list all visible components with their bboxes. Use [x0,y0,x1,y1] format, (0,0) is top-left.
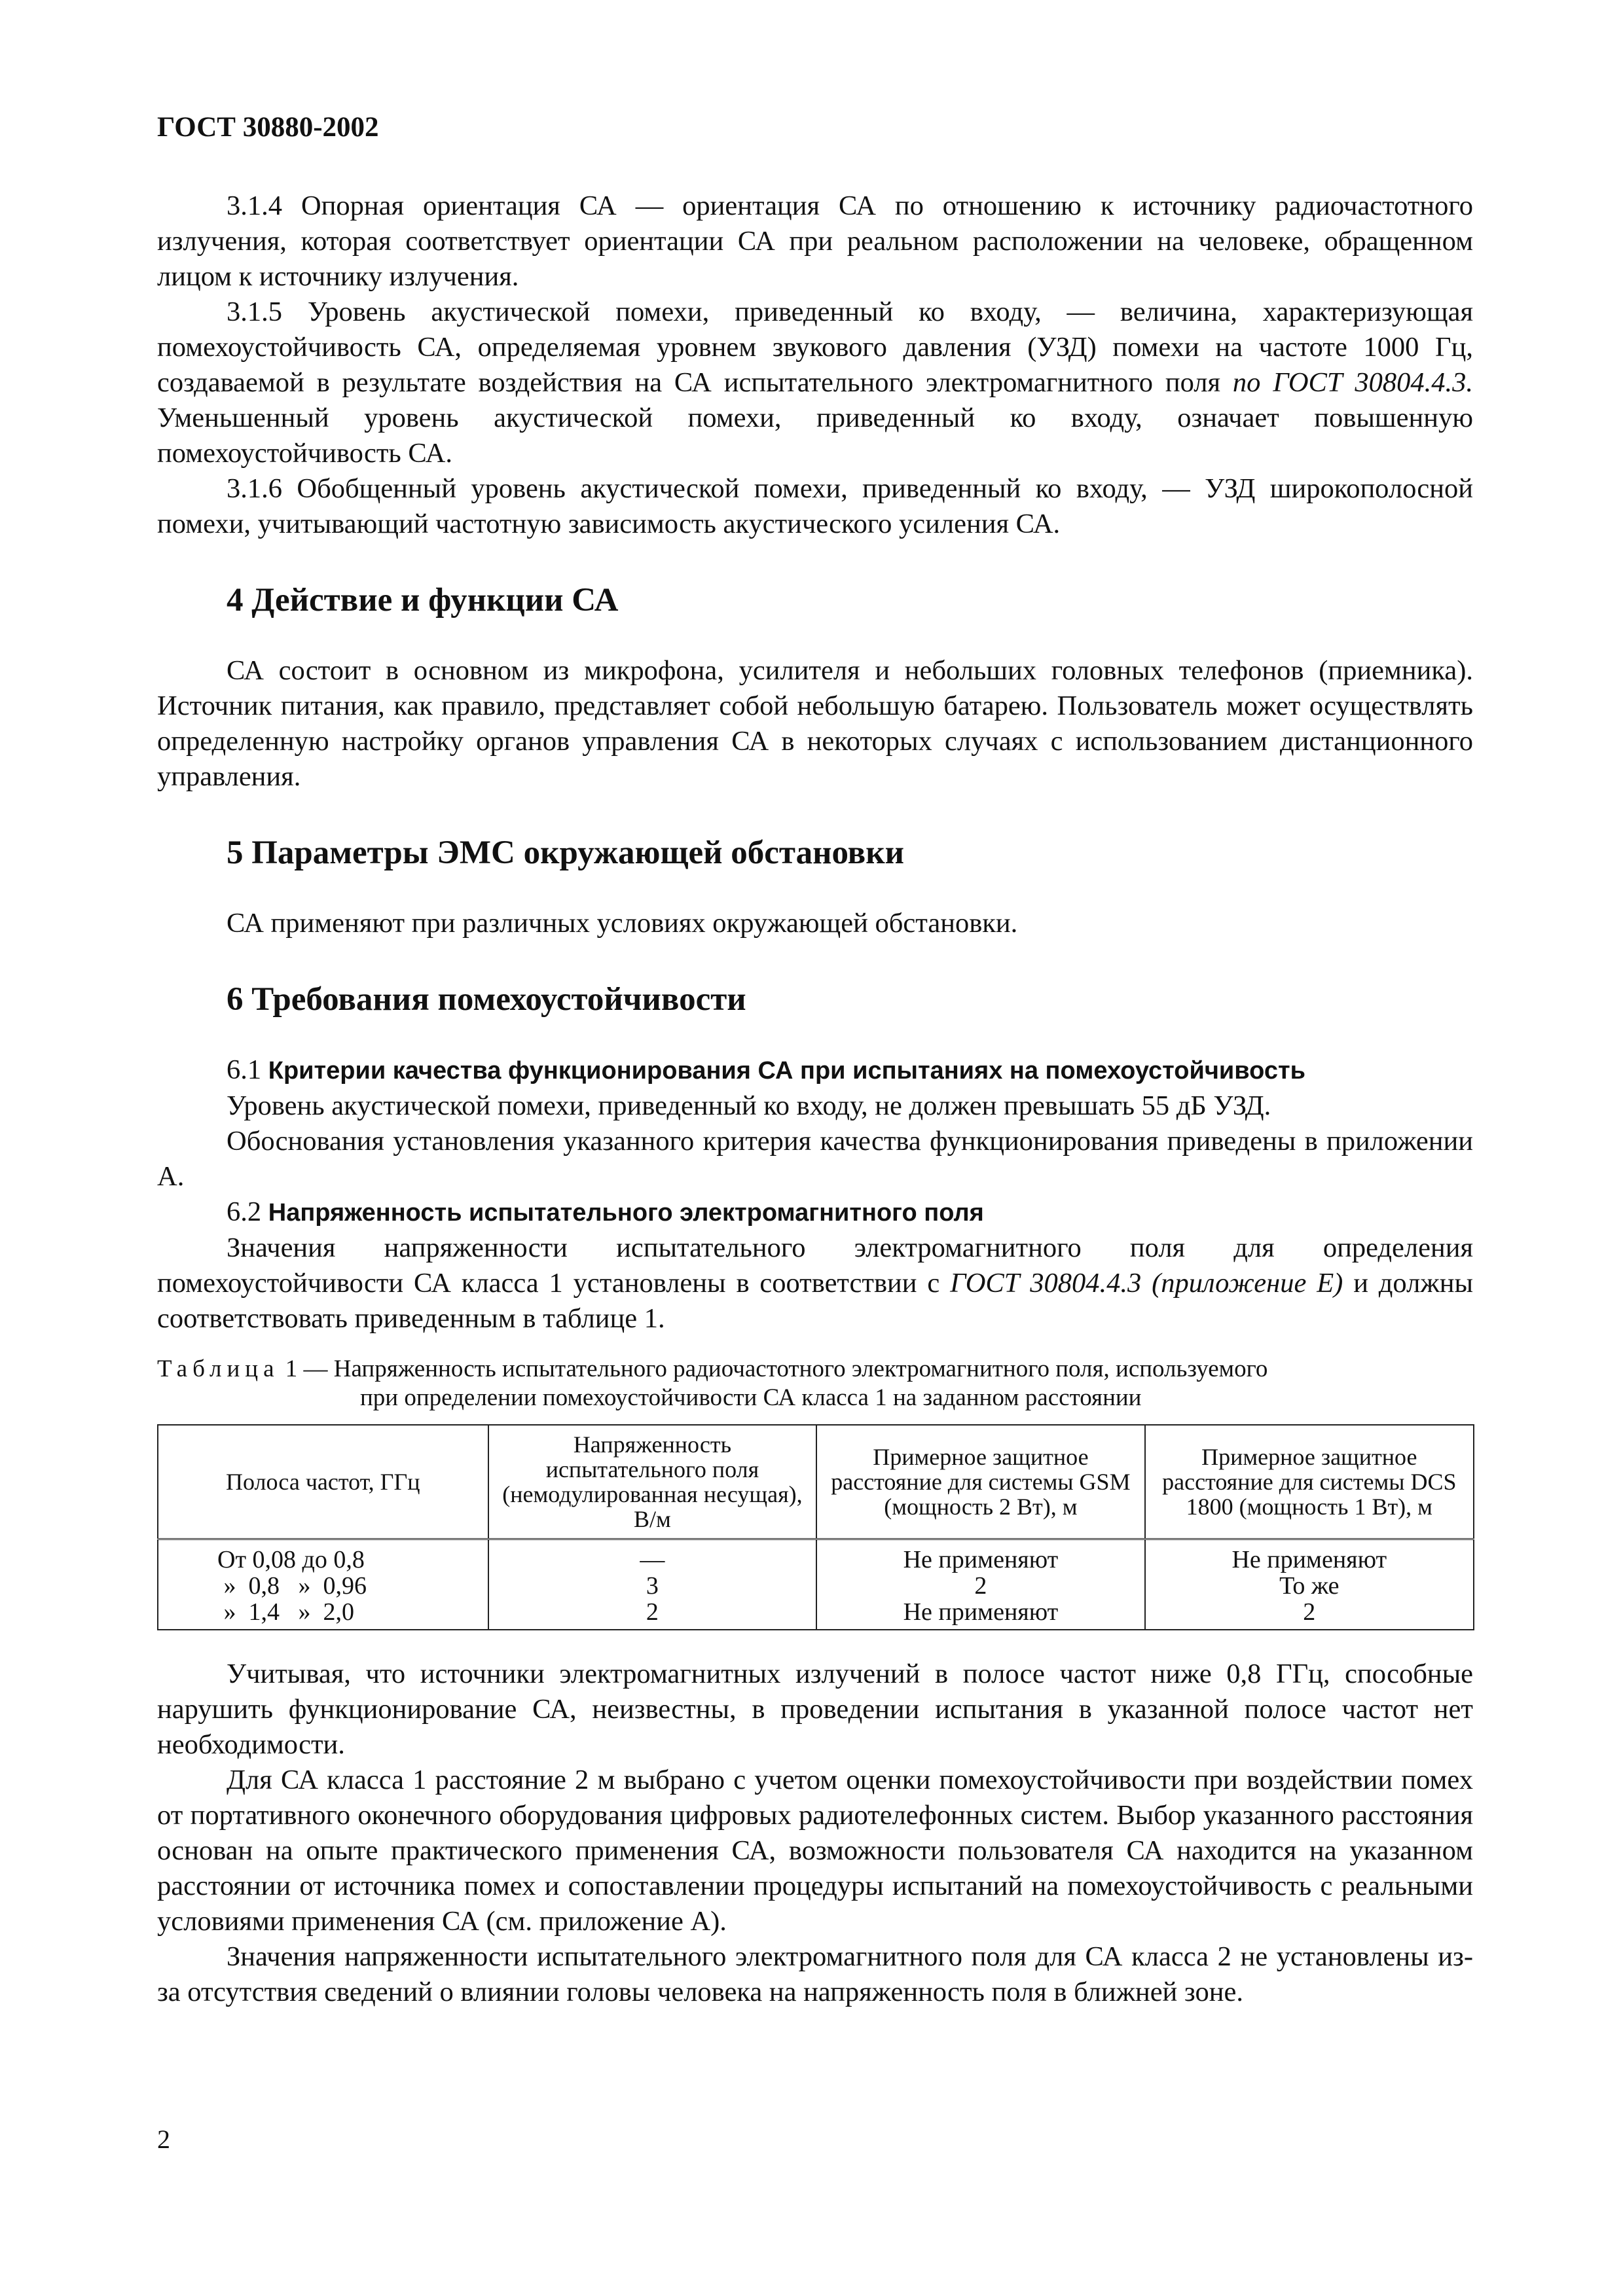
table-header-row [158,1425,1474,1539]
gost-reference: по ГОСТ 30804.4.3. [1232,367,1473,398]
table-row [158,1573,1474,1599]
subsection-6-2-paragraph [157,1230,1473,1336]
subsection-6-2-tail: и должны соответствовать приведенным в таблице 1. [157,1268,1473,1334]
clause-3-1-4: 3.1.4 Опорная ориентация СА — ориентация СА по отношению к источнику радиочастотного излучения, которая соответствует ориентации СА при реальном расположении на человеке, обращенном лицом к источнику излучения. [157,190,1473,292]
clause-3-1-6: 3.1.6 Обобщенный уровень акустической помехи, приведенный ко входу, — УЗД широкополосной помехи, учитывающий частотную зависимость акустического усиления СА. [157,473,1473,539]
table-caption-line2: при определении помехоустойчивости СА класса 1 на заданном расстоянии [360,1384,1142,1411]
page-number: 2 [157,2125,170,2154]
table-caption-line1: 1 — Напряженность испытательного радиочастотного электромагнитного поля, используемого [279,1355,1268,1382]
header-gsm-distance: Примерное защитное расстояние для системы GSM (мощность 2 Вт), м [816,1425,1144,1539]
table-1 [157,1424,1474,1630]
cell-gsm: Не применяют [816,1539,1144,1573]
cell-dcs: 2 [1145,1599,1474,1630]
cell-band: » 1,4 » 2,0 [158,1599,488,1630]
header-field-strength: Напряженность испытательного поля (немодулированная несущая), В/м [488,1425,817,1539]
page-content [157,188,1473,2010]
cell-band: От 0,08 до 0,8 [158,1539,488,1573]
clause-3-1-5-text: 3.1.5 Уровень акустической помехи, приведенный ко входу, — величина, характеризующая помехоустойчивость СА, определяемая уровнем звукового давления (УЗД) помехи на частоте 1000 Гц, создаваемой в результате воздействия на СА испытательного электромагнитного поля [157,296,1473,398]
clause-3-1-5-tail: Уменьшенный уровень акустической помехи, приведенный ко входу, означает повышенную помехоустойчивость СА. [157,403,1473,469]
table-row [158,1539,1474,1573]
after-table-paragraph-2: Для СА класса 1 расстояние 2 м выбрано с учетом оценки помехоустойчивости при воздействии помех от портативного оконечного оборудования цифровых радиотелефонных систем. Выбор указанного расстояния основан на опыте практического применения СА, возможности пользователя СА находится на указанном расстоянии от источника помех и сопоставлении процедуры испытаний на помехоустойчивость с реальными условиями применения СА (см. приложение А). [157,1765,1473,1937]
section-4-heading: 4 Действие и функции СА [227,582,619,619]
gost-annex-reference: ГОСТ 30804.4.3 (приложение Е) [950,1268,1343,1299]
after-table-paragraph-3: Значения напряженности испытательного электромагнитного поля для СА класса 2 не установлены из-за отсутствия сведений о влиянии головы человека на напряженность поля в ближней зоне. [157,1941,1473,2007]
subsection-6-2-text: Значения напряженности испытательного электромагнитного поля для определения помехоустойчивости СА класса 1 установлены в соответствии с [157,1232,1473,1299]
subsection-6-2-title: Напряженность испытательного электромагнитного поля [268,1199,984,1227]
after-table-paragraph-1: Учитывая, что источники электромагнитных излучений в полосе частот ниже 0,8 ГГц, способные нарушить функционирование СА, неизвестны, в проведении испытания в указанной полосе частот нет необходимости. [157,1659,1473,1760]
section-6-heading: 6 Требования помехоустойчивости [227,981,746,1018]
cell-band: » 0,8 » 0,96 [158,1573,488,1599]
cell-gsm: 2 [816,1573,1144,1599]
subsection-6-2-heading [157,1194,1473,1230]
cell-field-strength: — [488,1539,817,1573]
section-5-paragraph: СА применяют при различных условиях окружающей обстановки. [227,908,1018,939]
table-caption-label: Таблица [157,1355,280,1382]
subsection-6-1-paragraph-2: Обоснования установления указанного критерия качества функционирования приведены в приложении А. [157,1126,1473,1192]
cell-field-strength: 3 [488,1573,817,1599]
cell-gsm: Не применяют [816,1599,1144,1630]
clause-3-1-5 [157,295,1473,471]
section-4-paragraph: СА состоит в основном из микрофона, усилителя и небольших головных телефонов (приемника). Источник питания, как правило, представляет собой небольшую батарею. Пользователь может осуществлять определенную настройку органов управления СА в некоторых случаях с использованием дистанционного управления. [157,655,1473,792]
subsection-6-1-number: 6.1 [227,1054,262,1085]
document-header: ГОСТ 30880-2002 [157,112,379,143]
cell-dcs: То же [1145,1573,1474,1599]
subsection-6-1-title: Критерии качества функционирования СА при испытаниях на помехоустойчивость [268,1057,1305,1085]
subsection-6-1-paragraph-1: Уровень акустической помехи, приведенный ко входу, не должен превышать 55 дБ УЗД. [227,1090,1271,1121]
cell-field-strength: 2 [488,1599,817,1630]
header-frequency-band: Полоса частот, ГГц [158,1425,488,1539]
cell-dcs: Не применяют [1145,1539,1474,1573]
subsection-6-1-heading [157,1052,1473,1088]
header-dcs-distance: Примерное защитное расстояние для системы DCS 1800 (мощность 1 Вт), м [1145,1425,1474,1539]
subsection-6-2-number: 6.2 [227,1196,262,1227]
section-5-heading: 5 Параметры ЭМС окружающей обстановки [227,834,904,871]
table-row [158,1599,1474,1630]
table-caption [157,1355,1473,1412]
